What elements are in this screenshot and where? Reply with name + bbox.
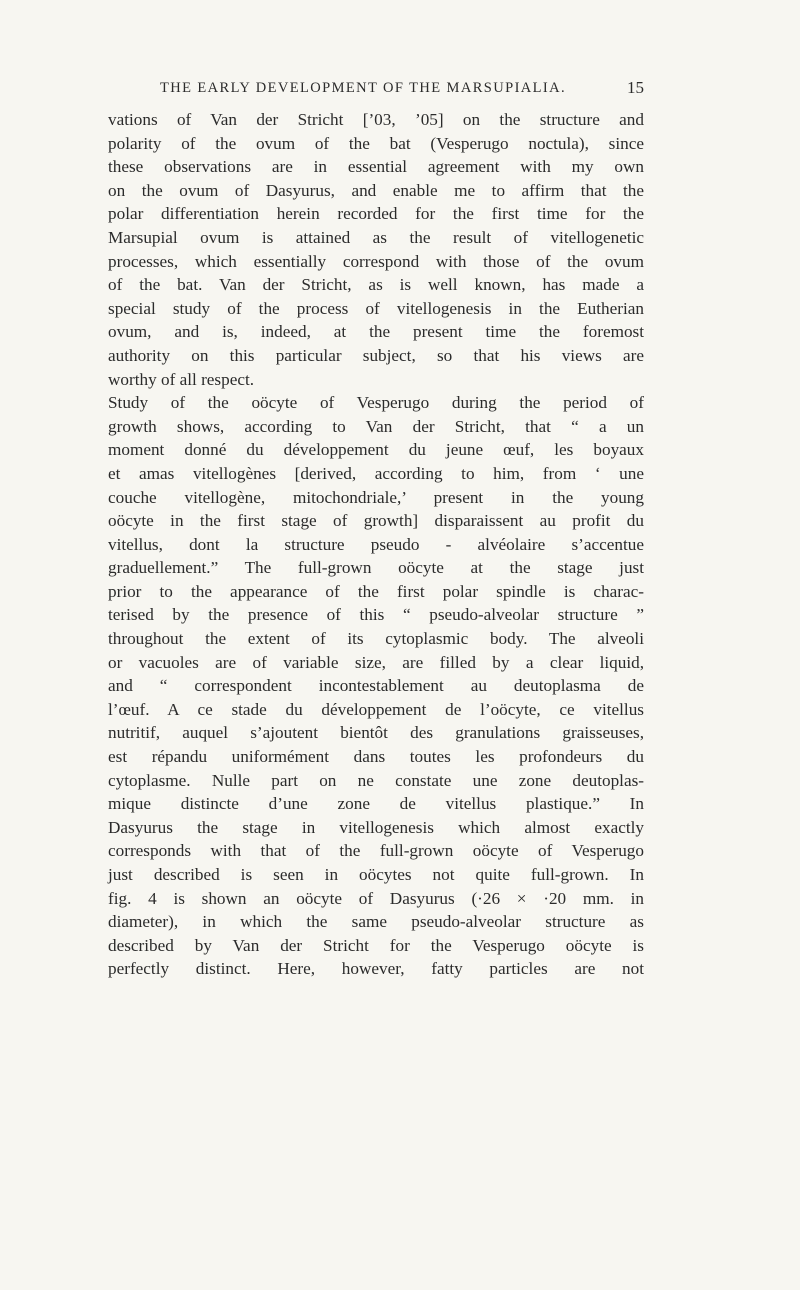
text-line: or vacuoles are of variable size, are filled by a clear liquid, — [108, 652, 644, 672]
text-line: corresponds with that of the full-grown oöcyte of Vesperugo — [108, 841, 644, 861]
text-line: ovum, and is, indeed, at the present time the foremost — [108, 322, 644, 342]
text-line: nutritif, auquel s’ajoutent bientôt des granulations graisseuses, — [108, 723, 644, 743]
text-line: vitellus, dont la structure pseudo - alvéolaire s’accentue — [108, 534, 644, 554]
text-line: authority on this particular subject, so that his views are — [108, 345, 644, 365]
text-line: l’œuf. A ce stade du développement de l’oöcyte, ce vitellus — [108, 699, 644, 719]
text-line: cytoplasme. Nulle part on ne constate une zone deutoplas- — [108, 770, 644, 790]
text-line: described by Van der Stricht for the Vesperugo oöcyte is — [108, 935, 644, 955]
text-line: couche vitellogène, mitochondriale,’ present in the young — [108, 487, 644, 507]
text-line: growth shows, according to Van der Stricht, that “ a un — [108, 416, 644, 436]
text-line: polarity of the ovum of the bat (Vesperugo noctula), since — [108, 133, 644, 153]
text-line: of the bat. Van der Stricht, as is well known, has made a — [108, 275, 644, 295]
text-line: on the ovum of Dasyurus, and enable me to affirm that the — [108, 180, 644, 200]
text-line: these observations are in essential agreement with my own — [108, 157, 644, 177]
text-line: throughout the extent of its cytoplasmic body. The alveoli — [108, 629, 644, 649]
page-number: 15 — [627, 78, 644, 97]
text-line: est répandu uniformément dans toutes les profondeurs du — [108, 747, 644, 767]
text-line: terised by the presence of this “ pseudo-alveolar structure ” — [108, 605, 644, 625]
text-line: fig. 4 is shown an oöcyte of Dasyurus (·26 × ·20 mm. in — [108, 888, 644, 908]
text-line: and “ correspondent incontestablement au deutoplasma de — [108, 676, 644, 696]
text-line: diameter), in which the same pseudo-alveolar structure as — [108, 912, 644, 932]
text-line: Marsupial ovum is attained as the result of vitellogenetic — [108, 227, 644, 247]
text-line: polar differentiation herein recorded for the first time for the — [108, 204, 644, 224]
running-head: THE EARLY DEVELOPMENT OF THE MARSUPIALIA. — [159, 80, 567, 96]
text-line: graduellement.” The full-grown oöcyte at the stage just — [108, 558, 644, 578]
text-line: processes, which essentially correspond with those of the ovum — [108, 251, 644, 271]
text-line: special study of the process of vitellogenesis in the Eutherian — [108, 298, 644, 318]
text-line: mique distincte d’une zone de vitellus plastique.” In — [108, 794, 644, 814]
text-line: Dasyurus the stage in vitellogenesis which almost exactly — [108, 817, 644, 837]
text-line: Study of the oöcyte of Vesperugo during the period of — [108, 393, 644, 413]
text-line: perfectly distinct. Here, however, fatty particles are not — [108, 959, 644, 979]
text-line: et amas vitellogènes [derived, according to him, from ‘ une — [108, 463, 644, 483]
body-text — [108, 108, 644, 981]
text-line: just described is seen in oöcytes not quite full-grown. In — [108, 865, 644, 884]
text-line: prior to the appearance of the first polar spindle is charac- — [108, 581, 644, 601]
text-line: vations of Van der Stricht [’03, ’05] on the structure and — [108, 110, 644, 129]
text-line: moment donné du développement du jeune œuf, les boyaux — [108, 440, 644, 460]
text-line: oöcyte in the first stage of growth] disparaissent au profit du — [108, 511, 644, 531]
text-line: worthy of all respect. — [108, 369, 255, 389]
